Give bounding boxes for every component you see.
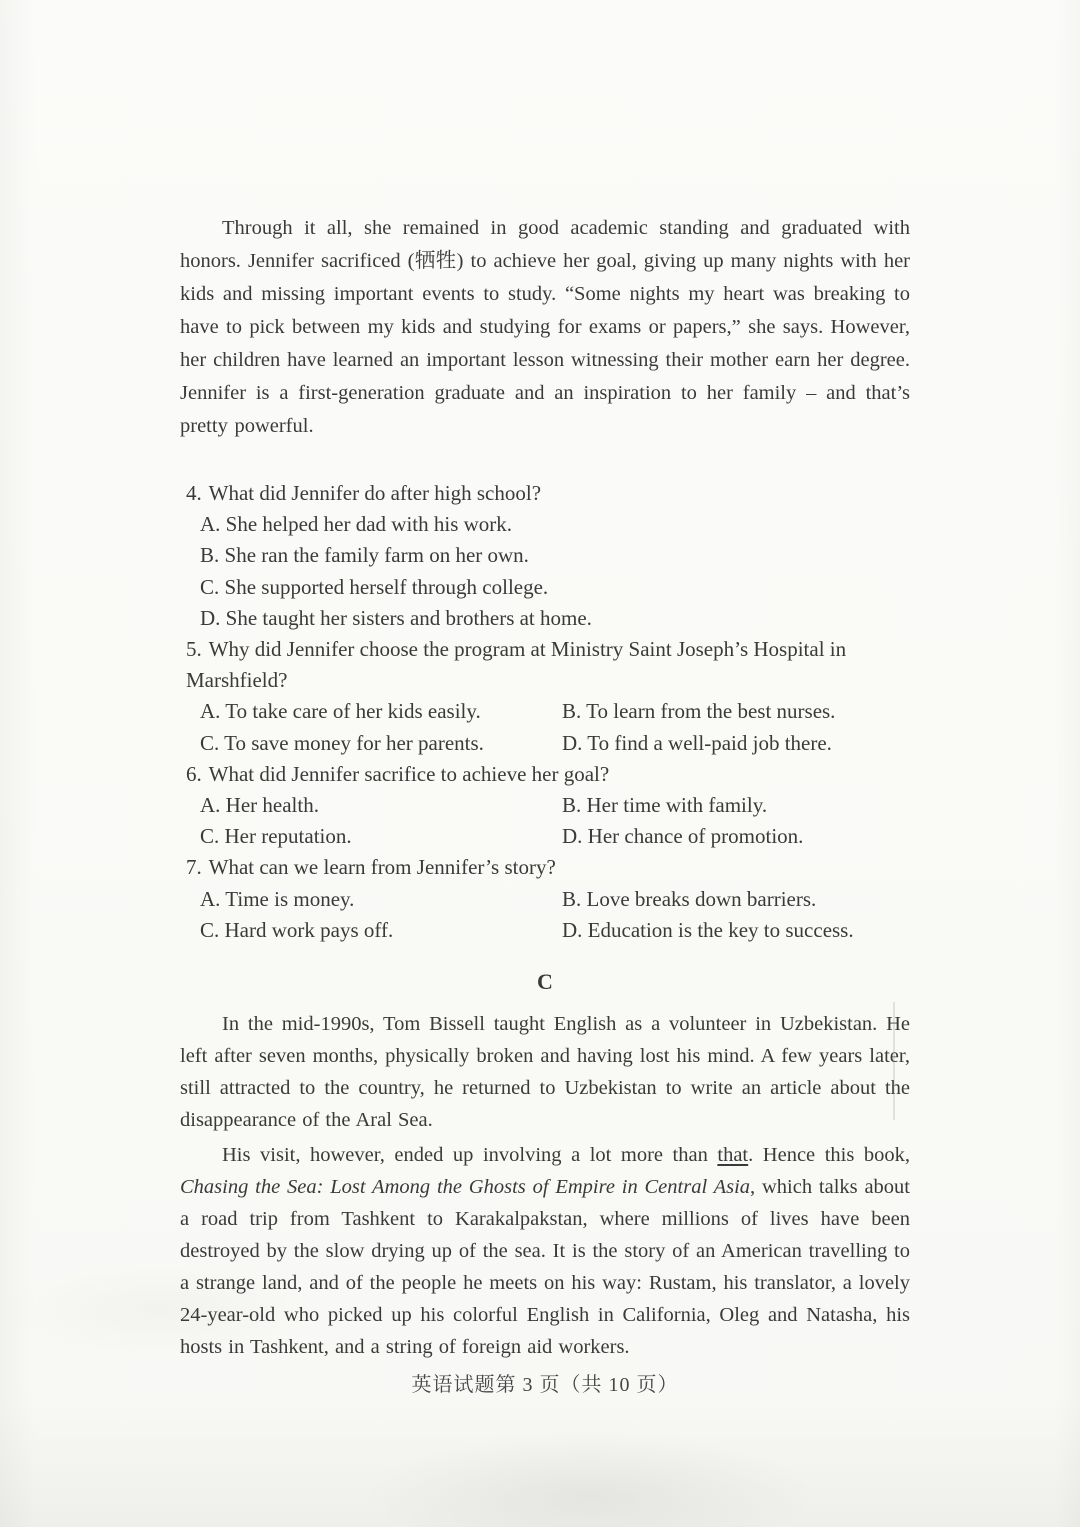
option-text: She taught her sisters and brothers at home. [225, 605, 592, 630]
option-label: C. [200, 574, 220, 599]
option-label: B. [562, 699, 582, 724]
question-5-number: 5. [186, 637, 202, 662]
question-5-option-c [200, 728, 562, 759]
option-text: To save money for her parents. [224, 730, 484, 755]
question-6-stem [180, 759, 910, 790]
question-7-option-a [200, 884, 562, 915]
option-text: Hard work pays off. [224, 917, 394, 942]
question-4-stem [180, 478, 910, 509]
option-label: A. [200, 699, 221, 724]
option-text: To take care of her kids easily. [225, 699, 481, 724]
option-text: Her health. [225, 793, 319, 818]
scan-artifact-line [893, 1002, 895, 1120]
paragraph-text: His visit, however, ended up involving a lot more than [222, 1144, 718, 1167]
question-6-option-d [562, 821, 910, 852]
option-text: To find a well-paid job there. [587, 730, 832, 755]
option-label: B. [562, 793, 582, 818]
question-5-stem [180, 634, 910, 696]
question-4-text: What did Jennifer do after high school? [208, 481, 542, 505]
option-label: C. [200, 730, 220, 755]
question-7-option-c [200, 915, 562, 946]
option-text: Love breaks down barriers. [586, 886, 817, 911]
question-6-options [180, 790, 910, 852]
section-c-paragraph-2 [180, 1139, 910, 1363]
reading-questions [180, 478, 910, 946]
question-7-number: 7. [186, 855, 202, 880]
question-4-option-d [180, 603, 910, 634]
underlined-word-that: that [717, 1144, 749, 1167]
question-4-option-c [180, 572, 910, 603]
question-4-option-b [180, 540, 910, 571]
option-text: Her time with family. [586, 793, 768, 818]
question-6-option-c [200, 821, 562, 852]
question-7-option-d [562, 915, 910, 946]
question-4 [180, 478, 910, 634]
option-text: She helped her dad with his work. [225, 512, 513, 537]
option-label: A. [200, 886, 221, 911]
section-c-paragraph-1: In the mid-1990s, Tom Bissell taught English as a volunteer in Uzbekistan. He left after seven months, physically broken and having lost his mind. A few years later, still attracted to the country, he returned to Uzbekistan to write an article about the disappearance of the Aral Sea. [180, 1013, 910, 1132]
option-label: B. [200, 543, 220, 568]
option-text: Time is money. [225, 886, 355, 911]
option-label: C. [200, 824, 220, 849]
page-content [180, 0, 910, 1397]
section-c-heading: C [537, 969, 553, 995]
paragraph-text: . Hence this book, [748, 1144, 910, 1167]
question-5-option-d [562, 728, 910, 759]
option-label: D. [562, 730, 583, 755]
question-5-options [180, 696, 910, 758]
option-label: B. [562, 886, 582, 911]
option-label: A. [200, 512, 221, 537]
question-7 [180, 852, 910, 946]
option-label: D. [562, 917, 583, 942]
question-7-text: What can we learn from Jennifer’s story? [208, 855, 556, 880]
option-text: Her reputation. [224, 824, 352, 849]
option-text: She ran the family farm on her own. [224, 543, 529, 568]
question-6-option-a [200, 790, 562, 821]
question-6 [180, 759, 910, 853]
book-title-italic: Chasing the Sea: Lost Among the Ghosts of Empire in Central Asia [180, 1176, 751, 1199]
question-5-text: Why did Jennifer choose the program at Ministry Saint Joseph’s Hospital in Marshfield? [186, 637, 847, 693]
question-5-option-a [200, 696, 562, 727]
passage-jennifer-paragraph: Through it all, she remained in good academic standing and graduated with honors. Jennifer sacrificed (牺牲) to achieve her goal, giving up many nights with her kids and missing important events to study. “Some nights my heart was breaking to have to pick between my kids and studying for exams or papers,” she says. However, her children have learned an important lesson witnessing their mother earn her degree. Jennifer is a first-generation graduate and an inspiration to her family – and that’s pretty powerful. [180, 217, 910, 437]
option-label: D. [200, 605, 221, 630]
question-4-option-a [180, 509, 910, 540]
question-6-number: 6. [186, 761, 202, 786]
paragraph-text: , which talks about a road trip from Tashkent to Karakalpakstan, where millions of lives have been destroyed by the slow drying up of the sea. It is the story of an American travelling to a strange land, and of the people he meets on his way: Rustam, his translator, a lovely 24-year-old who picked up his colorful English in California, Oleg and Natasha, his hosts in Tashkent, and a string of foreign aid workers. [180, 1176, 910, 1359]
question-7-option-b [562, 884, 910, 915]
option-label: C. [200, 917, 220, 942]
page-footer: 英语试题第 3 页（共 10 页） [411, 1374, 679, 1397]
question-5-option-b [562, 696, 910, 727]
option-label: A. [200, 793, 221, 818]
option-label: D. [562, 824, 583, 849]
question-6-option-b [562, 790, 910, 821]
question-7-stem [180, 852, 910, 883]
option-text: Her chance of promotion. [587, 824, 804, 849]
question-4-number: 4. [186, 481, 202, 505]
option-text: She supported herself through college. [224, 574, 549, 599]
question-7-options [180, 884, 910, 946]
option-text: Education is the key to success. [587, 917, 854, 942]
question-5 [180, 634, 910, 759]
question-6-text: What did Jennifer sacrifice to achieve her goal? [208, 761, 610, 786]
option-text: To learn from the best nurses. [586, 699, 836, 724]
